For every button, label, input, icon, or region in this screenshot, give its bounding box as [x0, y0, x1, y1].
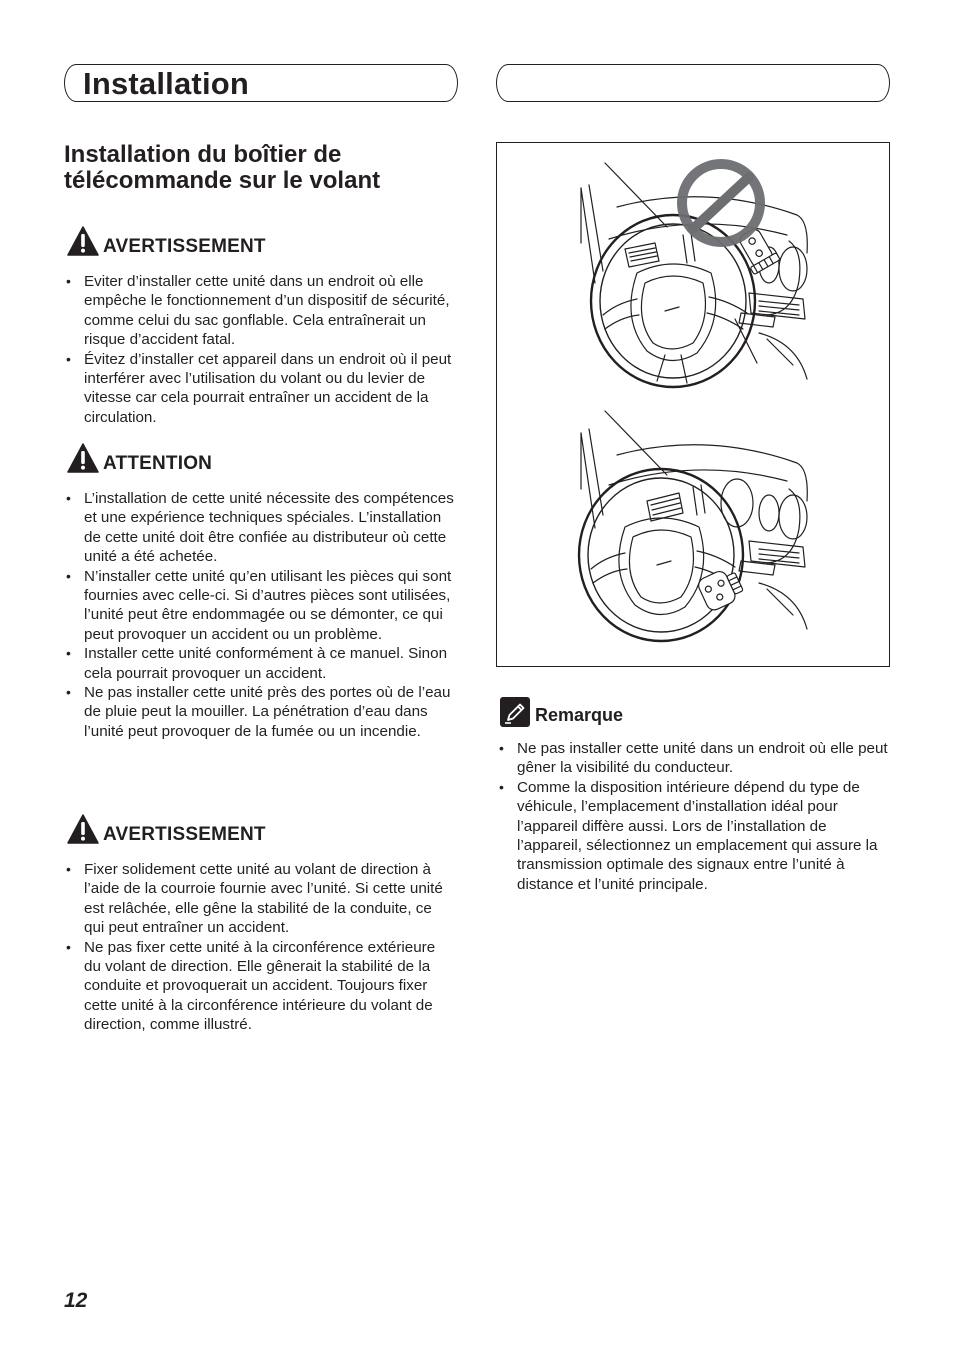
attention-block [64, 443, 456, 741]
note-block [497, 696, 891, 894]
warning-block-2 [64, 814, 456, 1035]
note-list [497, 739, 891, 894]
section-title: Installation du boîtier de télécommande sur le volant [64, 141, 381, 194]
warning-block-1 [64, 226, 456, 427]
list-item: • N’installer cette unité qu’en utilisant les pièces qui sont fournies avec celle-ci. Si d’autres pièces sont utilisées, l’unité peut être endommagée ou se démonter, ce qui peut provoquer un accident ou un problème. [64, 567, 456, 645]
warning-heading-row [64, 814, 456, 848]
list-item: • Évitez d’installer cet appareil dans un endroit où il peut interférer avec l’utilisation du volant ou du levier de vitesse car cela pourrait entraîner un accident de la circulation. [64, 350, 456, 428]
page-title: Installation [83, 66, 250, 101]
note-heading: Remarque [535, 705, 624, 725]
warning-heading: AVERTISSEMENT [103, 236, 266, 257]
list-item: • Installer cette unité conformément à ce manuel. Sinon cela pourrait provoquer un accident. [64, 644, 456, 683]
note-heading-row [497, 696, 891, 730]
pencil-note-icon [499, 696, 531, 728]
attention-list [64, 489, 456, 741]
list-item: • Ne pas installer cette unité près des portes où de l’eau de pluie peut la mouiller. La pénétration d’eau dans l’unité peut provoquer de la fumée ou un incendie. [64, 683, 456, 741]
installation-figure [496, 142, 890, 667]
warning-list [64, 272, 456, 427]
list-item: • Eviter d’installer cette unité dans un endroit où elle empêche le fonctionnement d’un dispositif de sécurité, comme celui du sac gonflable. Cela entraînerait un risque d’accident fatal. [64, 272, 456, 350]
list-item: • Ne pas fixer cette unité à la circonférence extérieure du volant de direction. Elle gênerait la stabilité de la conduite et provoquerait un accident. Toujours fixer cette unité à la circonférence intérieure du volant de direction, comme illustré. [64, 938, 456, 1035]
warning-heading: AVERTISSEMENT [103, 824, 266, 845]
list-item: • L’installation de cette unité nécessite des compétences et une expérience techniques spéciales. L’installation de cette unité doit être confiée au distributeur où cette unité a été achetée. [64, 489, 456, 567]
warning-list [64, 860, 456, 1035]
steering-wheel-outer-rim-illustration [581, 163, 807, 387]
list-item: • Ne pas installer cette unité dans un endroit où elle peut gêner la visibilité du conducteur. [497, 739, 891, 778]
warning-heading-row [64, 226, 456, 260]
steering-wheel-inner-rim-illustration [579, 411, 807, 641]
header-title-tab [64, 64, 458, 102]
attention-heading: ATTENTION [103, 453, 213, 474]
list-item: • Fixer solidement cette unité au volant de direction à l’aide de la courroie fournie avec l’unité. Si cette unité est relâchée, elle gêne la stabilité de la conduite, ce qui peut entraîner un accident. [64, 860, 456, 938]
page-number: 12 [64, 1289, 88, 1312]
warning-triangle-icon [67, 443, 99, 473]
list-item: • Comme la disposition intérieure dépend du type de véhicule, l’emplacement d’installation idéal pour l’appareil diffère aussi. Lors de l’installation de l’appareil, sélectionnez un emplacement qui assure la transmission optimale des signaux entre l’unité à distance et l’unité principale. [497, 778, 891, 894]
warning-triangle-icon [67, 814, 99, 844]
header-right-tab [496, 64, 890, 102]
attention-heading-row [64, 443, 456, 477]
warning-triangle-icon [67, 226, 99, 256]
